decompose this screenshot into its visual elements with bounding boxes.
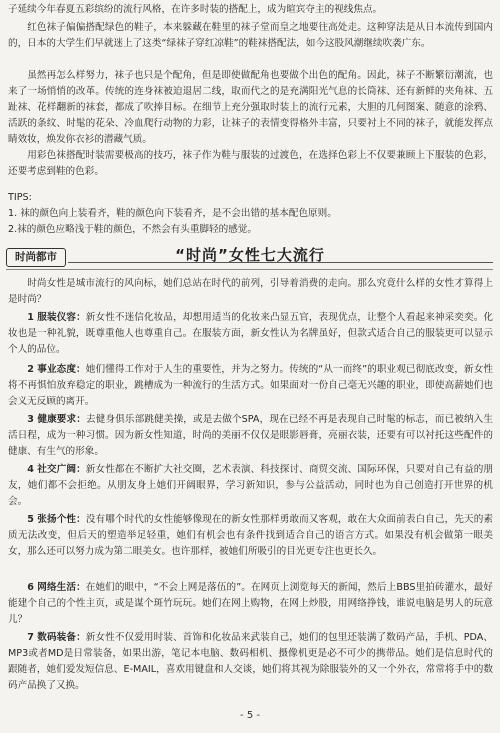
section-divider-lower [6,269,493,270]
list-item-text: 她们懂得工作对于人生的重要性，并为之努力。传统的“从一而终”的职业观已彻底改变，新女性将不再惧怕放弃稳定的职业，跳槽成为一种流行的生活方式。如果面对一份自己毫无兴趣的职业，即使高薪她们也会义无反顾的离开。 [8,364,493,407]
section-label: 时尚都市 [6,248,66,267]
paragraph-red-socks: 红色袜子偏偏搭配绿色的鞋子，本来躲藏在鞋里的袜子堂而皇之地要往高处走。这种穿法是从日本流传到国内的，日本的大学生们早就迷上了这类“绿袜子穿红凉鞋”的鞋袜搭配法，如今这股风潮继续吹袭广东。 [8,22,493,49]
tips-heading: TIPS: [8,192,32,203]
list-item-lead: 5 张扬个性： [27,514,86,525]
list-item-text: 没有哪个时代的女性能够像现在的新女性那样勇敢而又客观，敢在大众面前表白自己，先天的素质无法改变，但后天的塑造举足轻重，她们有机会也有条件找到适合自己的语言方式。如果没有机会做第一眼美女，那么还可以努力成为第二眼美女。也许那样，被她们所吸引的目光更专注也更长久。 [8,514,493,557]
list-item-text: 新女性不迷信化妆品，却想用适当的化妆来凸显五官，表现优点，让整个人看起来神采奕奕。化妆也是一种礼貌，既尊重他人也尊重自己。在服装方面，新女性认为名牌虽好，但款式适合自己的服装更可以显示个人的品位。 [8,312,493,355]
list-item-text: 新女性不仅爱用时装、首饰和化妆品来武装自己，她们的包里还装满了数码产品，手机、PDA、MP3或者MD是日常装备，如果出游，笔记本电脑、数码相机、摄像机更是必不可少的携带品。她们是信息时代的跟随者，她们爱发短信息、E-MAIL，喜欢用键盘和人交谈，她们将其视为除服装外的又一个外衣，常常将手中的数码产品换了又换。 [8,632,493,691]
list-item-lead: 2 事业态度： [27,364,86,375]
section-intro: 时尚女性是城市流行的风向标，她们总站在时代的前列，引导着消费的走向。那么究竟什么样的女性才算得上是时尚？ [8,278,493,305]
list-item [8,462,493,510]
paragraph-color-matching: 用彩色袜搭配时装需要极高的技巧，袜子作为鞋与服装的过渡色，在选择色彩上不仅要兼顾上下服装的色彩，还要考虑到鞋的色彩。 [8,150,493,177]
section-title: “时尚”女性七大流行 [175,246,325,264]
page-number: - 5 - [240,710,260,721]
list-item [8,310,493,358]
list-item-lead: 7 数码装备： [27,632,86,643]
list-item-lead: 4 社交广阔： [27,464,86,475]
list-item-text: 新女性都在不断扩大社交圈，艺术表演、科技探讨、商贸交流、国际环保，只要对自己有益的朋友，她们都不会拒绝。从朋友身上她们开阔眼界，学习新知识，参与公益活动，同时也为自己创造打开世界的机会。 [8,464,493,507]
list-item-lead: 6 网络生活： [27,582,86,593]
list-item [8,580,493,628]
list-item-text: 在她们的眼中，“不会上网是落伍的”。在网页上浏览每天的新闻，然后上BBS里拍砖灌水，最好能建个自己的个性主页，或是谋个斑竹玩玩。她们在网上购物，在网上炒股，用网络挣钱，谁说电脑是男人的玩意儿？ [8,582,493,625]
list-item [8,362,493,410]
list-item-text: 去健身俱乐部跳健美操，或是去做个SPA，现在已经不再是表现自己时髦的标志，而已被纳入生活日程，成为一种习惯。因为新女性知道，时尚的美丽不仅仅是眼影唇膏，亮丽衣装，还要有可以衬托这些配件的健康、有生气的形象。 [8,414,494,457]
tips-item: 2.袜的颜色应略浅于鞋的颜色，不然会有头重脚轻的感觉。 [8,224,257,235]
paragraph-socks-supporting-role: 虽然再怎么样努力，袜子也只是个配角，但是即使做配角也要做个出色的配角。因此，袜子不断繁衍潮流，也来了一场悄悄的改革。传统的连身袜被迫退居二线，取而代之的是充满阳光气息的长筒袜、还有新鲜的夹角袜、五趾袜、花样翻新的袜套，都成了吹捧目标。在细节上充分强取时装上的流行元素，大胆的几何图案、随意的涂鸦、活跃的条纹、时髦的花朵、冷血爬行动物的力彩，让袜子的表情变得格外丰富，只要衬上不同的袜子，就能发挥点睛效妆，焕发你衣衫的潜藏气质。 [8,70,493,145]
list-item-lead: 3 健康要求： [27,414,86,425]
tips-block [8,190,493,238]
tips-item: 1. 袜的颜色向上装看齐，鞋的颜色向下装看齐，是不会出错的基本配色原则。 [8,208,337,219]
paragraph-continued: 子延续今年春夏五彩缤纷的流行风格，在许多时装的搭配上，成为暄宾夺主的视线焦点。 [8,4,383,15]
list-item-lead: 1 服装仪容： [27,312,86,323]
list-item [8,412,493,460]
list-item [8,512,493,560]
list-item [8,630,493,694]
